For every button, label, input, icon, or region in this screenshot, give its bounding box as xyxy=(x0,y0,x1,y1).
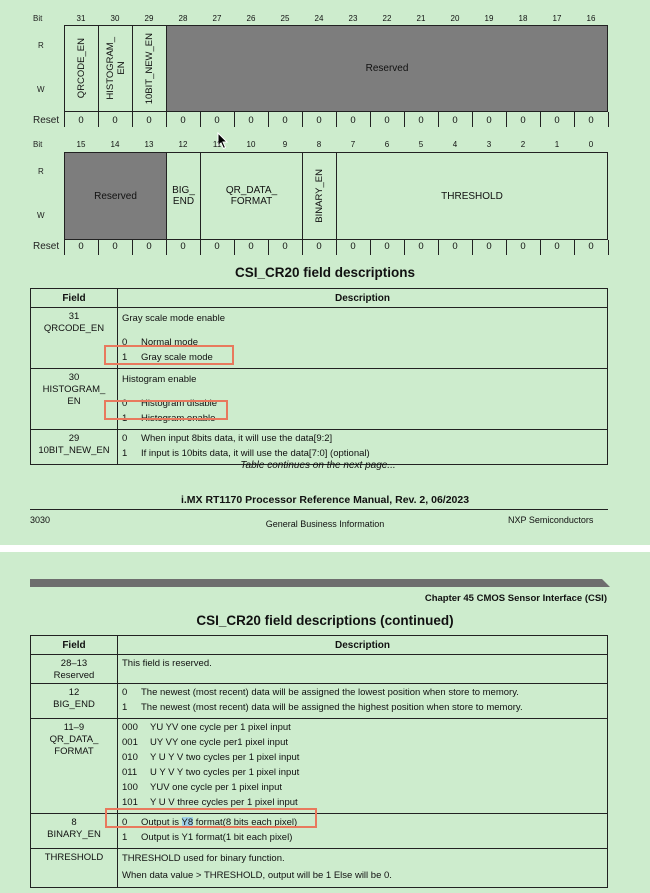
reset-value: 0 xyxy=(180,115,186,126)
bit-tick xyxy=(472,240,473,255)
bit-number: 5 xyxy=(418,140,424,149)
bit-number: 1 xyxy=(554,140,560,149)
bit-label: Bit xyxy=(33,140,43,149)
bit-number: 29 xyxy=(144,14,154,23)
field-label: QR_DATA_ FORMAT xyxy=(225,185,278,207)
bit-number: 27 xyxy=(212,14,222,23)
reset-value: 0 xyxy=(350,115,356,126)
field-bits: 11–9 xyxy=(63,722,85,733)
reset-value: 0 xyxy=(282,241,288,252)
column-header-description: Description xyxy=(118,289,608,308)
option-line xyxy=(122,830,603,845)
write-label: W xyxy=(37,211,45,220)
option-text: When input 8bits data, it will use the data[9:2] xyxy=(141,433,333,444)
reset-value: 0 xyxy=(588,115,594,126)
field-bits: 28–13 xyxy=(60,658,88,669)
option-line xyxy=(122,446,603,461)
table-header-row xyxy=(31,289,608,308)
option-line xyxy=(122,700,603,715)
reset-value: 0 xyxy=(316,241,322,252)
field-reserved xyxy=(65,153,167,239)
field-bits: 30 xyxy=(68,372,80,383)
option-code: 0 xyxy=(122,433,128,444)
field-name: QRCODE_EN xyxy=(43,323,105,334)
description-text: This field is reserved. xyxy=(122,658,212,669)
reset-value: 0 xyxy=(214,241,220,252)
reset-value: 0 xyxy=(384,241,390,252)
option-code: 0 xyxy=(122,687,128,698)
bit-tick xyxy=(608,240,609,255)
bit-number: 21 xyxy=(416,14,426,23)
reset-value: 0 xyxy=(350,241,356,252)
field-name: BINARY_EN xyxy=(47,829,101,840)
option-line xyxy=(122,750,603,765)
field-cell xyxy=(31,849,118,888)
option-line xyxy=(122,685,603,700)
bit-number: 0 xyxy=(588,140,594,149)
field-bits: 12 xyxy=(68,687,80,698)
bit-tick xyxy=(166,112,167,127)
description-cell xyxy=(118,655,608,684)
bit-tick xyxy=(98,112,99,127)
bit-number: 8 xyxy=(316,140,322,149)
option-code: 0 xyxy=(122,398,128,409)
option-code: 011 xyxy=(122,767,138,778)
bit-tick xyxy=(200,112,201,127)
bit-number: 26 xyxy=(246,14,256,23)
reset-value: 0 xyxy=(146,241,152,252)
read-label: R xyxy=(38,167,44,176)
bit-tick xyxy=(336,112,337,127)
field-binary-en xyxy=(303,153,337,239)
bit-number: 31 xyxy=(76,14,86,23)
bit-number: 12 xyxy=(178,140,188,149)
bit-tick xyxy=(200,240,201,255)
description-cell xyxy=(118,849,608,888)
description-cell xyxy=(118,719,608,814)
read-label: R xyxy=(38,41,44,50)
field-cell xyxy=(31,719,118,814)
field-label: QRCODE_EN xyxy=(76,38,87,99)
option-text: Output is xyxy=(141,817,182,828)
option-text: Histogram enable xyxy=(141,413,216,424)
option-line xyxy=(122,431,603,446)
bit-number: 25 xyxy=(280,14,290,23)
table-row xyxy=(31,684,608,719)
option-code: 100 xyxy=(122,782,138,793)
bit-tick xyxy=(540,240,541,255)
option-code: 1 xyxy=(122,448,128,459)
highlight-box xyxy=(105,808,317,828)
option-code: 1 xyxy=(122,702,128,713)
bit-number: 16 xyxy=(586,14,596,23)
field-name-cont: EN xyxy=(67,396,81,407)
option-code: 001 xyxy=(122,737,138,748)
reset-label: Reset xyxy=(33,241,60,252)
classification: General Business Information xyxy=(265,519,385,529)
option-text: Normal mode xyxy=(141,337,199,348)
reset-value: 0 xyxy=(452,241,458,252)
option-code: 1 xyxy=(122,352,128,363)
reset-value: 0 xyxy=(384,115,390,126)
bit-tick xyxy=(268,112,269,127)
field-name: 10BIT_NEW_EN xyxy=(38,445,110,456)
bit-number: 23 xyxy=(348,14,358,23)
field-name: QR_DATA_ xyxy=(49,734,99,745)
option-code: 000 xyxy=(122,722,138,733)
field-label: 10BIT_NEW_EN xyxy=(144,32,155,105)
bit-number: 2 xyxy=(520,140,526,149)
field-descriptions-table xyxy=(30,288,608,465)
bit-number: 28 xyxy=(178,14,188,23)
description-cell xyxy=(118,369,608,430)
bit-number: 11 xyxy=(212,140,222,149)
bit-number: 18 xyxy=(518,14,528,23)
field-bits: 8 xyxy=(71,817,77,828)
field-name: HISTOGRAM_ xyxy=(42,384,106,395)
option-code: 0 xyxy=(122,817,128,828)
field-cell xyxy=(31,369,118,430)
chapter-header-bar xyxy=(30,577,610,589)
option-code: 0 xyxy=(122,337,128,348)
company-name: NXP Semiconductors xyxy=(508,515,594,525)
field-bits: 31 xyxy=(68,311,80,322)
table-caption: CSI_CR20 field descriptions xyxy=(234,265,416,280)
bit-number: 3 xyxy=(486,140,492,149)
bit-number: 10 xyxy=(246,140,256,149)
field-10bit-new-en xyxy=(133,26,167,111)
field-qrcode-en xyxy=(65,26,99,111)
bit-tick xyxy=(98,240,99,255)
table-row xyxy=(31,369,608,430)
option-code: 1 xyxy=(122,832,128,843)
bit-tick xyxy=(370,240,371,255)
option-code: 101 xyxy=(122,797,138,808)
bit-number: 13 xyxy=(144,140,154,149)
bit-number: 30 xyxy=(110,14,120,23)
reset-value: 0 xyxy=(78,241,84,252)
reset-value: 0 xyxy=(248,241,254,252)
bit-number: 6 xyxy=(384,140,390,149)
bit-tick xyxy=(472,112,473,127)
reset-value: 0 xyxy=(486,241,492,252)
bit-tick xyxy=(302,112,303,127)
reset-value: 0 xyxy=(282,115,288,126)
reset-value: 0 xyxy=(554,241,560,252)
option-text: The newest (most recent) data will be assigned the lowest position when store to memory. xyxy=(141,687,519,698)
description-intro: Gray scale mode enable xyxy=(122,313,225,324)
bit-tick xyxy=(608,112,609,127)
reset-value: 0 xyxy=(146,115,152,126)
field-big-end xyxy=(167,153,201,239)
highlight-box xyxy=(104,400,228,420)
field-name-cont: FORMAT xyxy=(54,746,94,757)
column-header-field: Field xyxy=(31,289,118,308)
reset-value: 0 xyxy=(214,115,220,126)
reset-value: 0 xyxy=(554,115,560,126)
option-line xyxy=(122,720,603,735)
table-header-row xyxy=(31,636,608,655)
text-selection: Y8 xyxy=(181,817,194,828)
bit-tick xyxy=(438,240,439,255)
bit-tick xyxy=(574,112,575,127)
table-continues-note: Table continues on the next page... xyxy=(240,460,396,471)
field-cell xyxy=(31,655,118,684)
option-line xyxy=(122,780,603,795)
bit-label: Bit xyxy=(33,14,43,23)
field-label: BINARY_EN xyxy=(314,169,325,223)
field-label: Reserved xyxy=(365,63,409,74)
option-text: Y U Y V two cycles per 1 pixel input xyxy=(150,752,300,763)
description-cell xyxy=(118,684,608,719)
bit-tick xyxy=(404,240,405,255)
bit-tick xyxy=(234,240,235,255)
option-text: Output is Y1 format(1 bit each pixel) xyxy=(141,832,293,843)
footer-rule xyxy=(30,509,608,510)
page-separator xyxy=(0,545,650,552)
bit-number: 9 xyxy=(282,140,288,149)
page-number: 3030 xyxy=(30,515,51,525)
description-text: THRESHOLD used for binary function. xyxy=(122,853,285,864)
option-text: Histogram disable xyxy=(141,398,218,409)
bit-tick xyxy=(336,240,337,255)
reset-value: 0 xyxy=(112,241,118,252)
field-histogram-en xyxy=(99,26,133,111)
register-box xyxy=(64,25,608,112)
option-text: YU YV one cycle per 1 pixel input xyxy=(150,722,291,733)
table-caption: CSI_CR20 field descriptions (continued) xyxy=(196,613,454,628)
bit-tick xyxy=(438,112,439,127)
bit-tick xyxy=(64,112,65,127)
reset-value: 0 xyxy=(520,241,526,252)
description-text: When data value > THRESHOLD, output will be 1 Else will be 0. xyxy=(122,870,392,881)
bit-number: 20 xyxy=(450,14,460,23)
bit-tick xyxy=(506,112,507,127)
chapter-title: Chapter 45 CMOS Sensor Interface (CSI) xyxy=(424,593,607,604)
bit-tick xyxy=(132,240,133,255)
field-label: THRESHOLD xyxy=(441,190,503,202)
reset-value: 0 xyxy=(486,115,492,126)
option-text: The newest (most recent) data will be assigned the highest position when store to memory. xyxy=(141,702,523,713)
field-reserved xyxy=(167,26,607,111)
field-name: THRESHOLD xyxy=(44,852,104,863)
field-bits: 29 xyxy=(68,433,80,444)
table-row xyxy=(31,849,608,888)
field-threshold xyxy=(337,153,607,239)
bit-tick xyxy=(506,240,507,255)
reset-value: 0 xyxy=(520,115,526,126)
field-qr-data-format xyxy=(201,153,303,239)
reset-value: 0 xyxy=(418,241,424,252)
reset-value: 0 xyxy=(588,241,594,252)
option-code: 1 xyxy=(122,413,128,424)
column-header-description: Description xyxy=(118,636,608,655)
option-text: If input is 10bits data, it will use the data[7:0] (optional) xyxy=(141,448,370,459)
field-label: HISTOGRAM_ EN xyxy=(104,37,127,100)
bit-number: 22 xyxy=(382,14,392,23)
table-row xyxy=(31,719,608,814)
bit-tick xyxy=(302,240,303,255)
write-label: W xyxy=(37,85,45,94)
reset-value: 0 xyxy=(112,115,118,126)
field-label: BIG_ END xyxy=(172,185,195,207)
manual-title: i.MX RT1170 Processor Reference Manual, Rev. 2, 06/2023 xyxy=(180,494,470,506)
bit-tick xyxy=(370,112,371,127)
bit-tick xyxy=(404,112,405,127)
bit-tick xyxy=(166,240,167,255)
field-descriptions-table-continued xyxy=(30,635,608,888)
field-cell xyxy=(31,684,118,719)
option-text: Y U V three cycles per 1 pixel input xyxy=(150,797,298,808)
reset-value: 0 xyxy=(180,241,186,252)
reset-value: 0 xyxy=(78,115,84,126)
bit-number: 7 xyxy=(350,140,356,149)
reset-label: Reset xyxy=(33,115,60,126)
table-row xyxy=(31,655,608,684)
column-header-field: Field xyxy=(31,636,118,655)
option-text: format(8 bits each pixel) xyxy=(193,817,298,828)
field-name: BIG_END xyxy=(53,699,95,710)
option-text: UY VY one cycle per1 pixel input xyxy=(150,737,289,748)
bit-tick xyxy=(268,240,269,255)
highlight-box xyxy=(104,345,234,365)
reset-value: 0 xyxy=(316,115,322,126)
option-text: Gray scale mode xyxy=(141,352,213,363)
reset-value: 0 xyxy=(248,115,254,126)
bit-number: 14 xyxy=(110,140,120,149)
bit-number: 24 xyxy=(314,14,324,23)
bit-tick xyxy=(234,112,235,127)
register-box xyxy=(64,152,608,240)
reset-value: 0 xyxy=(452,115,458,126)
bit-number: 15 xyxy=(76,140,86,149)
bit-tick xyxy=(64,240,65,255)
option-text: U Y V Y two cycles per 1 pixel input xyxy=(150,767,300,778)
field-name: Reserved xyxy=(53,670,95,681)
bit-tick xyxy=(132,112,133,127)
description-intro: Histogram enable xyxy=(122,374,197,385)
option-text: YUV one cycle per 1 pixel input xyxy=(150,782,283,793)
option-code: 010 xyxy=(122,752,138,763)
bit-number: 4 xyxy=(452,140,458,149)
field-label: Reserved xyxy=(94,190,137,202)
bit-number: 19 xyxy=(484,14,494,23)
option-line xyxy=(122,765,603,780)
bit-number: 17 xyxy=(552,14,562,23)
bit-tick xyxy=(574,240,575,255)
bit-tick xyxy=(540,112,541,127)
option-line xyxy=(122,735,603,750)
reset-value: 0 xyxy=(418,115,424,126)
